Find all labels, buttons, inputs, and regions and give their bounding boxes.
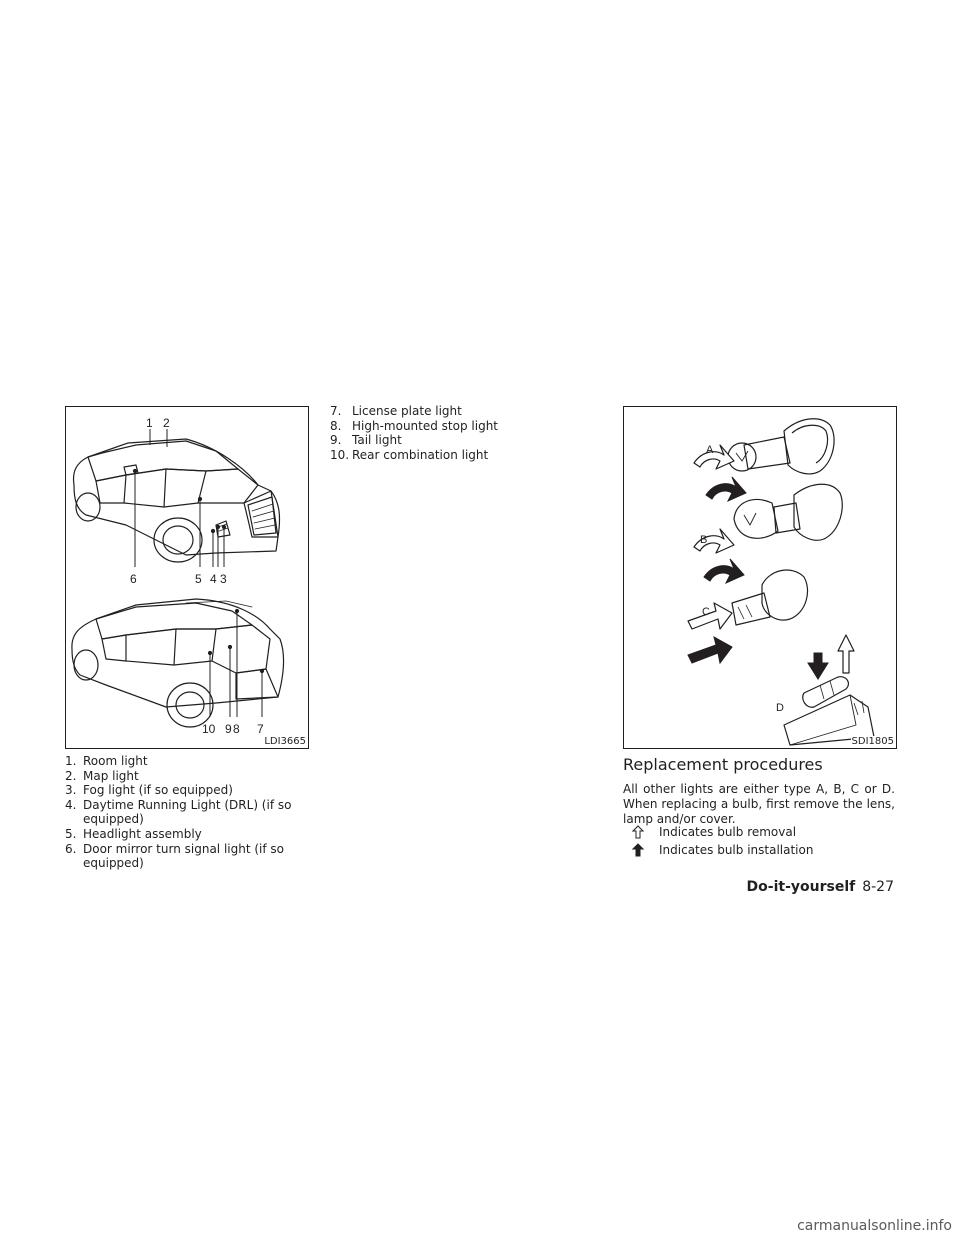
page-footer [747, 879, 894, 895]
solid-arrow-up-icon [632, 843, 644, 860]
page-number: 8-27 [862, 879, 894, 895]
callout-8: 8 [233, 722, 240, 736]
callout-3: 3 [220, 572, 227, 586]
outline-arrow-up-icon [632, 825, 644, 842]
bulb-label-d: D [776, 702, 784, 714]
list-item: 2. Map light [65, 768, 139, 783]
bulb-illustration [624, 407, 896, 748]
bulb-label-a: A [706, 444, 714, 456]
list-item: 7. License plate light [330, 404, 462, 418]
list-item: 5. Headlight assembly [65, 826, 202, 841]
callout-9: 9 [225, 722, 232, 736]
list-item: 9. Tail light [330, 433, 402, 448]
callout-1: 1 [146, 416, 153, 430]
list-item: 4. Daytime Running Light (DRL) (if so equipped) [65, 797, 292, 827]
list-item: 3. Fog light (if so equipped) [65, 783, 233, 798]
list-item: 1. Room light [65, 754, 148, 768]
section-paragraph: All other lights are either type A, B, C or D. When replacing a bulb, first remove the lens, lamp and/or cover. [623, 782, 895, 826]
figure-code: LDI3665 [264, 736, 306, 747]
footer-section: Do-it-yourself [746, 879, 856, 895]
bulb-types-figure [623, 406, 897, 749]
figure-code: SDI1805 [851, 736, 894, 747]
callout-7: 7 [257, 722, 264, 736]
section-heading: Replacement procedures [623, 755, 823, 774]
watermark: carmanualsonline.info [797, 1218, 952, 1234]
list-item: 10. Rear combination light [330, 447, 489, 462]
callout-6: 6 [130, 572, 137, 586]
bulb-label-c: C [702, 606, 710, 618]
light-list-middle [330, 404, 580, 462]
vehicle-illustration [66, 407, 308, 748]
list-item: 8. High-mounted stop light [330, 418, 498, 433]
light-list-left [65, 754, 305, 871]
list-item: 6. Door mirror turn signal light (if so equipped) [65, 841, 284, 871]
vehicle-lights-figure [65, 406, 309, 749]
callout-4: 4 [210, 572, 217, 586]
callout-5: 5 [195, 572, 202, 586]
bulb-label-b: B [700, 534, 708, 546]
callout-2: 2 [163, 416, 170, 430]
callout-10: 10 [202, 722, 216, 736]
